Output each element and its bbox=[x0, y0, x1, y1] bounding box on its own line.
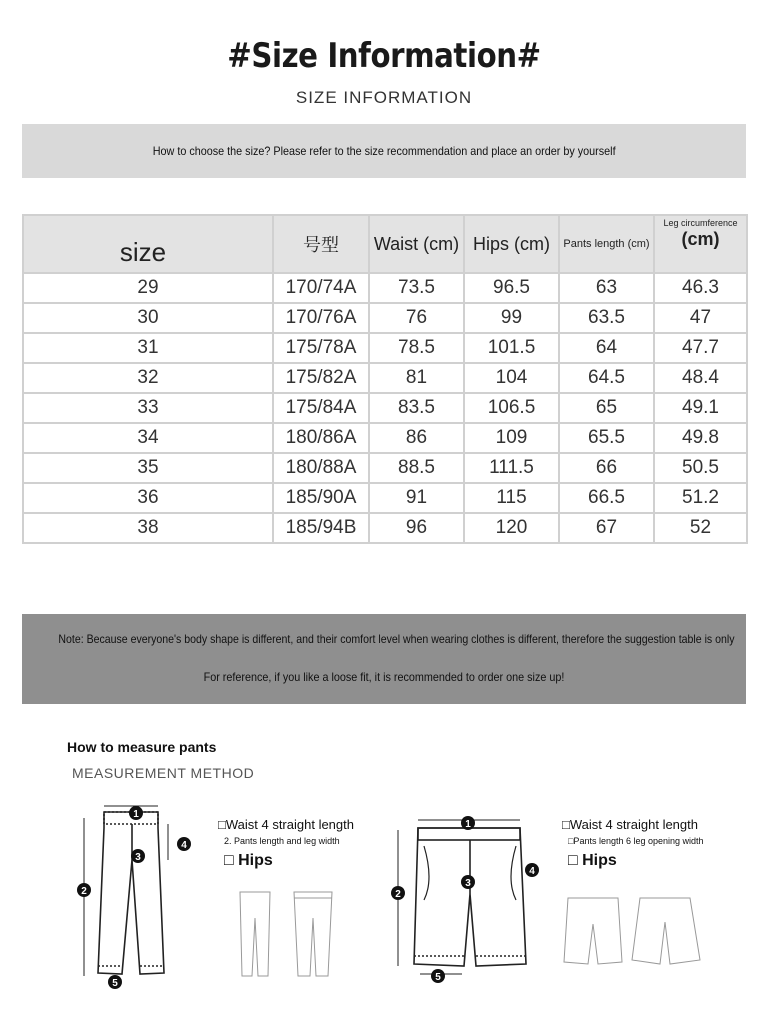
table-cell: 185/90A bbox=[273, 483, 369, 513]
header-model: 号型 bbox=[273, 215, 369, 273]
table-cell: 104 bbox=[464, 363, 559, 393]
table-cell: 63 bbox=[559, 273, 654, 303]
table-cell: 180/86A bbox=[273, 423, 369, 453]
table-cell: 66.5 bbox=[559, 483, 654, 513]
table-cell: 38 bbox=[23, 513, 273, 543]
long-legend-line-3: □ Hips bbox=[224, 852, 273, 869]
shorts-legend-line-2: □Pants length 6 leg opening width bbox=[568, 836, 704, 846]
svg-text:5: 5 bbox=[112, 978, 118, 989]
note-line-1: Note: Because everyone's body shape is different, and their comfort level when wearing clothes is different, therefore the suggestion table is only bbox=[58, 632, 735, 646]
table-cell: 32 bbox=[23, 363, 273, 393]
table-cell: 34 bbox=[23, 423, 273, 453]
table-cell: 63.5 bbox=[559, 303, 654, 333]
svg-text:5: 5 bbox=[435, 972, 441, 983]
table-cell: 73.5 bbox=[369, 273, 464, 303]
shorts-marker-2 bbox=[391, 886, 405, 900]
header-hips: Hips (cm) bbox=[464, 215, 559, 273]
shorts-marker-4 bbox=[525, 863, 539, 877]
marker-4 bbox=[177, 837, 191, 851]
shorts-marker-1 bbox=[461, 816, 475, 830]
table-row bbox=[23, 423, 747, 453]
header-pants-length: Pants length (cm) bbox=[559, 215, 654, 273]
svg-text:1: 1 bbox=[465, 819, 471, 830]
table-cell: 50.5 bbox=[654, 453, 747, 483]
shorts-legend-line-3: □ Hips bbox=[568, 852, 617, 869]
size-guide-text: How to choose the size? Please refer to the size recommendation and place an order by yourself bbox=[152, 144, 616, 158]
table-cell: 64.5 bbox=[559, 363, 654, 393]
table-cell: 96 bbox=[369, 513, 464, 543]
table-header-row bbox=[23, 215, 747, 273]
table-cell: 120 bbox=[464, 513, 559, 543]
page-subtitle: SIZE INFORMATION bbox=[295, 88, 473, 107]
table-cell: 175/82A bbox=[273, 363, 369, 393]
table-cell: 185/94B bbox=[273, 513, 369, 543]
long-pants-thumbnails bbox=[234, 888, 339, 980]
table-row bbox=[23, 333, 747, 363]
shorts-marker-5 bbox=[431, 969, 445, 983]
table-cell: 52 bbox=[654, 513, 747, 543]
table-cell: 83.5 bbox=[369, 393, 464, 423]
long-legend-line-1: □Waist 4 straight length bbox=[218, 817, 354, 832]
header-waist: Waist (cm) bbox=[369, 215, 464, 273]
table-cell: 30 bbox=[23, 303, 273, 333]
note-banner bbox=[22, 614, 746, 704]
table-row bbox=[23, 483, 747, 513]
table-cell: 96.5 bbox=[464, 273, 559, 303]
table-cell: 31 bbox=[23, 333, 273, 363]
long-legend-line-2: 2. Pants length and leg width bbox=[224, 836, 340, 846]
shorts-legend-line-1: □Waist 4 straight length bbox=[562, 817, 698, 832]
table-cell: 170/76A bbox=[273, 303, 369, 333]
table-cell: 65.5 bbox=[559, 423, 654, 453]
measure-heading: How to measure pants bbox=[67, 739, 217, 755]
long-pants-outline bbox=[98, 812, 164, 974]
table-cell: 35 bbox=[23, 453, 273, 483]
shorts-thumbnails bbox=[560, 892, 710, 968]
table-cell: 47.7 bbox=[654, 333, 747, 363]
marker-3 bbox=[131, 849, 145, 863]
note-line-2: For reference, if you like a loose fit, it is recommended to order one size up! bbox=[203, 670, 565, 684]
table-cell: 76 bbox=[369, 303, 464, 333]
table-row bbox=[23, 393, 747, 423]
header-size: size bbox=[23, 215, 273, 273]
table-cell: 175/78A bbox=[273, 333, 369, 363]
svg-text:4: 4 bbox=[529, 866, 535, 877]
table-cell: 170/74A bbox=[273, 273, 369, 303]
table-cell: 106.5 bbox=[464, 393, 559, 423]
svg-text:3: 3 bbox=[465, 878, 471, 889]
table-cell: 101.5 bbox=[464, 333, 559, 363]
table-cell: 36 bbox=[23, 483, 273, 513]
table-cell: 175/84A bbox=[273, 393, 369, 423]
table-cell: 49.8 bbox=[654, 423, 747, 453]
table-row bbox=[23, 453, 747, 483]
marker-5 bbox=[108, 975, 122, 989]
table-cell: 48.4 bbox=[654, 363, 747, 393]
table-cell: 111.5 bbox=[464, 453, 559, 483]
table-row bbox=[23, 363, 747, 393]
table-cell: 86 bbox=[369, 423, 464, 453]
table-cell: 47 bbox=[654, 303, 747, 333]
table-cell: 180/88A bbox=[273, 453, 369, 483]
size-table bbox=[22, 214, 748, 544]
table-row bbox=[23, 273, 747, 303]
svg-text:2: 2 bbox=[395, 889, 401, 900]
table-cell: 33 bbox=[23, 393, 273, 423]
table-cell: 109 bbox=[464, 423, 559, 453]
long-pants-diagram bbox=[72, 798, 202, 992]
table-cell: 99 bbox=[464, 303, 559, 333]
table-cell: 64 bbox=[559, 333, 654, 363]
table-cell: 29 bbox=[23, 273, 273, 303]
long-pants-legend bbox=[218, 817, 354, 870]
table-cell: 65 bbox=[559, 393, 654, 423]
svg-text:1: 1 bbox=[133, 809, 139, 820]
table-cell: 46.3 bbox=[654, 273, 747, 303]
svg-text:4: 4 bbox=[181, 840, 187, 851]
size-guide-banner bbox=[22, 124, 746, 178]
page-title: #Size Information# bbox=[227, 36, 541, 76]
table-cell: 51.2 bbox=[654, 483, 747, 513]
table-cell: 66 bbox=[559, 453, 654, 483]
marker-2 bbox=[77, 883, 91, 897]
svg-text:2: 2 bbox=[81, 886, 87, 897]
shorts-diagram bbox=[384, 810, 544, 990]
table-cell: 91 bbox=[369, 483, 464, 513]
table-cell: 78.5 bbox=[369, 333, 464, 363]
table-cell: 49.1 bbox=[654, 393, 747, 423]
table-row bbox=[23, 513, 747, 543]
shorts-legend bbox=[562, 817, 704, 870]
table-cell: 115 bbox=[464, 483, 559, 513]
measure-method-label: MEASUREMENT METHOD bbox=[72, 765, 255, 781]
shorts-marker-3 bbox=[461, 875, 475, 889]
header-leg-circumference: Leg circumference (cm) bbox=[654, 215, 747, 273]
svg-text:3: 3 bbox=[135, 852, 141, 863]
table-cell: 81 bbox=[369, 363, 464, 393]
marker-1 bbox=[129, 806, 143, 820]
table-row bbox=[23, 303, 747, 333]
table-cell: 88.5 bbox=[369, 453, 464, 483]
table-cell: 67 bbox=[559, 513, 654, 543]
